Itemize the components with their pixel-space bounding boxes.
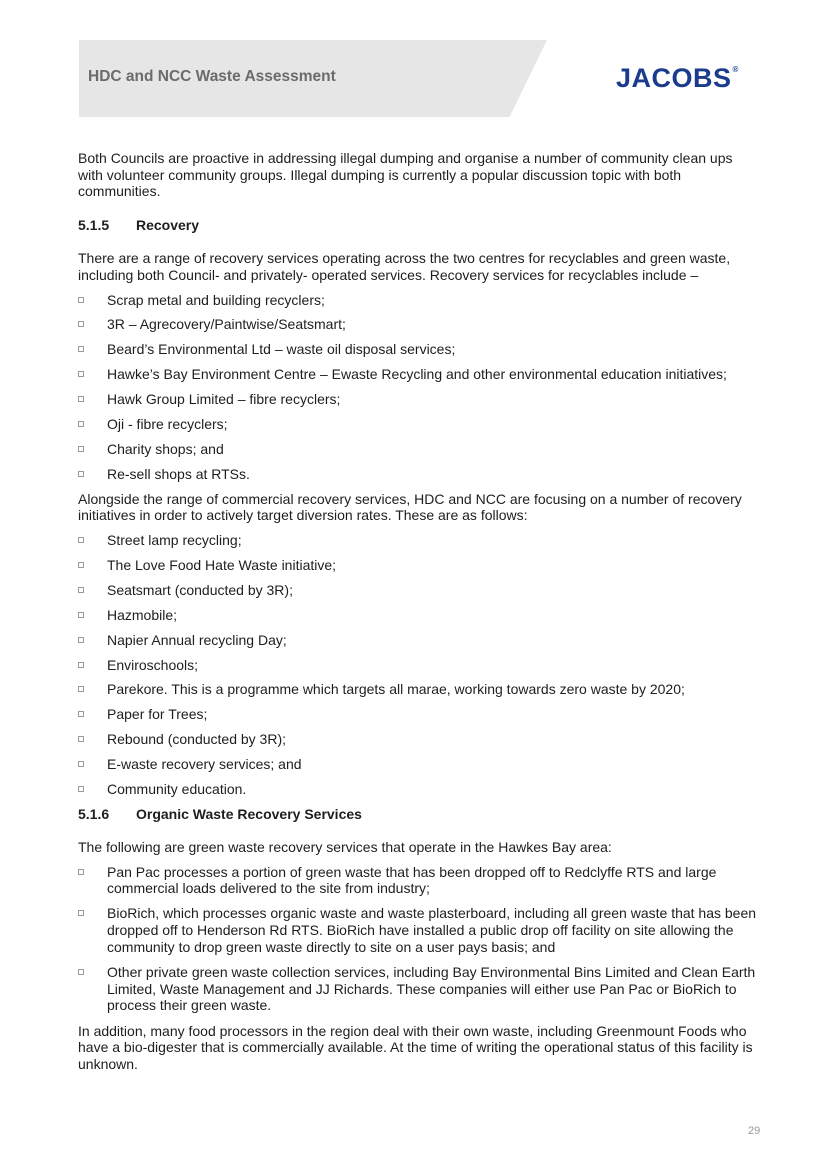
page-content <box>78 150 758 1073</box>
section-heading-organic <box>78 806 758 823</box>
section-title: Recovery <box>136 217 200 234</box>
recovery-initiatives-paragraph: Alongside the range of commercial recovery services, HDC and NCC are focusing on a number of recovery initiatives in order to actively target diversion rates. These are as follows: <box>78 490 742 524</box>
list-item <box>78 781 758 798</box>
bullet-box-icon <box>78 612 84 618</box>
list-item <box>78 532 758 549</box>
list-item <box>78 466 758 483</box>
list-item <box>78 607 758 624</box>
bullet-box-icon <box>78 421 84 427</box>
bullet-box-icon <box>78 662 84 668</box>
list-item <box>78 582 758 599</box>
green-waste-services-list <box>78 864 758 1015</box>
closing-paragraph: In addition, many food processors in the region deal with their own waste, including Greenmount Foods who have a bio-digester that is commercially available. At the time of writing the operational status of this facility is unknown. <box>78 1022 753 1073</box>
bullet-box-icon <box>78 562 84 568</box>
recovery-initiatives-list <box>78 532 758 798</box>
list-item-text: Pan Pac processes a portion of green waste that has been dropped off to Redclyffe RTS and large commercial loads delivered to the site from industry; <box>107 863 717 897</box>
list-item-text: E-waste recovery services; and <box>107 756 302 773</box>
bullet-box-icon <box>78 346 84 352</box>
logo-text: JACOBS <box>616 63 732 93</box>
list-item <box>78 391 758 408</box>
list-item-text: Parekore. This is a programme which targets all marae, working towards zero waste by 2020; <box>107 681 685 698</box>
registered-mark: ® <box>732 65 739 74</box>
bullet-box-icon <box>78 869 84 875</box>
bullet-box-icon <box>78 297 84 303</box>
list-item-text: Hazmobile; <box>107 606 178 623</box>
recycling-services-list <box>78 292 758 483</box>
list-item <box>78 731 758 748</box>
bullet-box-icon <box>78 537 84 543</box>
list-item-text: Oji - fibre recyclers; <box>107 415 228 432</box>
list-item-text: Other private green waste collection services, including Bay Environmental Bins Limited and Clean Earth Limited, Waste Management and JJ Richards. These companies will either use Pan Pac or BioRich to process their green waste. <box>107 964 756 1014</box>
intro-paragraph: Both Councils are proactive in addressing illegal dumping and organise a number of community clean ups with volunteer community groups. Illegal dumping is currently a popular discussion topic with both communities. <box>78 150 733 200</box>
page-number: 29 <box>748 1125 761 1137</box>
bullet-box-icon <box>78 396 84 402</box>
list-item <box>78 864 758 897</box>
bullet-box-icon <box>78 711 84 717</box>
list-item-text: Hawk Group Limited – fibre recyclers; <box>107 391 341 408</box>
jacobs-logo <box>616 63 739 94</box>
list-item-text: Street lamp recycling; <box>107 532 242 549</box>
list-item <box>78 557 758 574</box>
list-item <box>78 706 758 723</box>
bullet-box-icon <box>78 969 84 975</box>
list-item-text: Enviroschools; <box>107 656 199 673</box>
bullet-box-icon <box>78 637 84 643</box>
list-item-text: The Love Food Hate Waste initiative; <box>107 556 337 573</box>
list-item <box>78 441 758 458</box>
list-item-text: Hawke’s Bay Environment Centre – Ewaste Recycling and other environmental education initiatives; <box>107 366 727 383</box>
list-item <box>78 964 758 1014</box>
section-number: 5.1.6 <box>78 805 110 822</box>
list-item-text: Rebound (conducted by 3R); <box>107 731 286 748</box>
list-item-text: 3R – Agrecovery/Paintwise/Seatsmart; <box>107 316 346 333</box>
bullet-box-icon <box>78 471 84 477</box>
list-item <box>78 657 758 674</box>
list-item <box>78 416 758 433</box>
list-item-text: Seatsmart (conducted by 3R); <box>107 581 293 598</box>
section-heading-recovery <box>78 217 758 234</box>
recovery-paragraph: There are a range of recovery services operating across the two centres for recyclables and green waste, including both Council- and privately- operated services. Recovery services for recyclables include – <box>78 250 731 283</box>
bullet-box-icon <box>78 736 84 742</box>
bullet-box-icon <box>78 446 84 452</box>
bullet-box-icon <box>78 321 84 327</box>
list-item <box>78 681 758 698</box>
list-item <box>78 292 758 309</box>
list-item <box>78 316 758 333</box>
organic-paragraph: The following are green waste recovery services that operate in the Hawkes Bay area: <box>78 838 612 855</box>
bullet-box-icon <box>78 371 84 377</box>
list-item <box>78 905 758 955</box>
bullet-box-icon <box>78 761 84 767</box>
list-item <box>78 756 758 773</box>
bullet-box-icon <box>78 587 84 593</box>
list-item-text: Paper for Trees; <box>107 706 208 723</box>
list-item-text: Community education. <box>107 780 247 797</box>
document-title: HDC and NCC Waste Assessment <box>88 68 336 85</box>
section-number: 5.1.5 <box>78 217 110 234</box>
list-item-text: Charity shops; and <box>107 440 224 457</box>
bullet-box-icon <box>78 910 84 916</box>
list-item-text: Scrap metal and building recyclers; <box>107 291 325 308</box>
bullet-box-icon <box>78 786 84 792</box>
bullet-box-icon <box>78 686 84 692</box>
list-item-text: Re-sell shops at RTSs. <box>107 465 250 482</box>
list-item-text: Beard’s Environmental Ltd – waste oil disposal services; <box>107 341 456 358</box>
list-item <box>78 341 758 358</box>
list-item <box>78 632 758 649</box>
list-item-text: BioRich, which processes organic waste and waste plasterboard, including all green waste that has been dropped off to Henderson Rd RTS. BioRich have installed a public drop off facility on site allowing the community to drop green waste directly to site on a user pays basis; and <box>107 905 757 955</box>
list-item <box>78 366 758 383</box>
section-title: Organic Waste Recovery Services <box>136 805 362 822</box>
list-item-text: Napier Annual recycling Day; <box>107 631 287 648</box>
